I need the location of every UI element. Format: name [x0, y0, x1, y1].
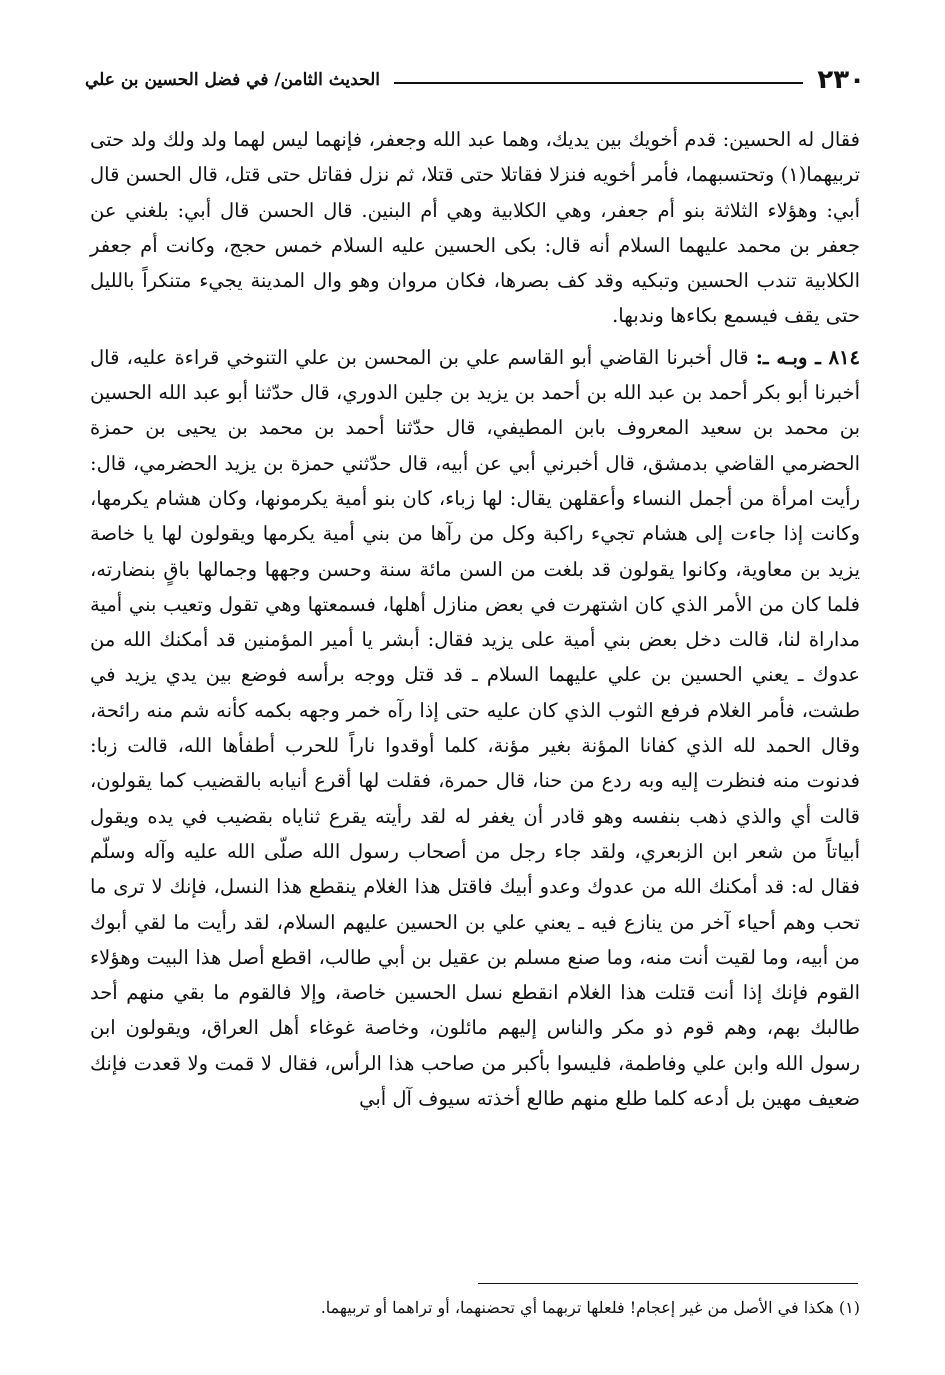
chapter-title: الحديث الثامن/ في فضل الحسين بن علي [85, 70, 380, 90]
running-head [85, 60, 865, 100]
hadith-number: ٨١٤ ـ وبـه ـ: [755, 345, 860, 369]
page-number: ٢٣٠ [817, 65, 865, 95]
paragraph-2 [90, 340, 860, 1117]
hadith-text: قال أخبرنا القاضي أبو القاسم علي بن المحسن بن علي التنوخي قراءة عليه، قال أخبرنا أبو بكر أحمد بن عبد الله بن أحمد بن يزيد بن جلين الدوري، قال حدّثنا أبو عبد الله الحسين بن محمد بن سعيد المعروف بابن المطيفي، قال حدّثنا أحمد بن محمد بن يحيى بن حمزة الحضرمي القاضي بدمشق، قال أخبرني أبي عن أبيه، قال حدّثني حمزة بن يزيد الحضرمي، قال: رأيت امرأة من أجمل النساء وأعقلهن يقال: لها زباء، كان بنو أمية يكرمونها، وكان هشام يكرمها، وكانت إذا جاءت إلى هشام تجيء راكبة وكل من رآها من بني أمية يكرمها ويقولون لها يا خاصة يزيد بن معاوية، وكانوا يقولون قد بلغت من السن مائة سنة وحسن وجهها وجمالها باقٍ بنضارته، فلما كان من الأمر الذي كان اشتهرت في بعض منازل أهلها، فسمعتها وهي تقول وتعيب بني أمية مداراة لنا، قالت دخل بعض بني أمية على يزيد فقال: أبشر يا أمير المؤمنين قد أمكنك الله من عدوك ـ يعني الحسين بن علي عليهما السلام ـ قد قتل ووجه برأسه فوضع بين يدي يزيد في طشت، فأمر الغلام فرفع الثوب الذي كان عليه حتى إذا رآه خمر وجهه بكمه كأنه شم منه رائحة، وقال الحمد لله الذي كفانا المؤنة بغير مؤنة، كلما أوقدوا ناراً للحرب أطفأها الله، قالت زبا: فدنوت منه فنظرت إليه وبه ردع من حنا، قال حمرة، فقلت لها أقرع أنيابه بالقضيب كما يقولون، قالت أي والذي ذهب بنفسه وهو قادر أن يغفر له لقد رأيته يقرع ثناياه بقضيب في يده ويقول أبياتاً من شعر ابن الزبعري، ولقد جاء رجل من أصحاب رسول الله صلّى الله عليه وآله وسلّم فقال له: قد أمكنك الله من عدوك وعدو أبيك فاقتل هذا الغلام ينقطع هذا النسل، فإنك لا ترى ما تحب وهم أحياء آخر من ينازع فيه ـ يعني علي بن الحسين عليهم السلام، لقد رأيت ما لقي أبوك من أبيه، وما لقيت أنت منه، وما صنع مسلم بن عقيل بن أبي طالب، اقطع أصل هذا البيت وهؤلاء القوم فإنك إذا أنت قتلت هذا الغلام انقطع نسل الحسين خاصة، وإلا فالقوم ما بقي منهم أحد طالبك بهم، وهم قوم ذو مكر والناس إليهم مائلون، وخاصة غوغاء أهل العراق، ويقولون ابن رسول الله وابن علي وفاطمة، فليسوا بأكبر من صاحب هذا الرأس، فقال لا قمت ولا قعدت فإنك ضعيف مهين بل أدعه كلما طلع منهم طالع أخذته سيوف آل أبي [90, 345, 860, 1111]
header-rule [394, 82, 803, 84]
body-text [90, 122, 860, 1116]
paragraph-1: فقال له الحسين: قدم أخويك بين يديك، وهما عبد الله وجعفر، فإنهما ليس لهما ولد ولك ولد حتى تربيهما(١) وتحتسبهما، فأمر أخويه فنزلا فقاتلا حتى قتلا، ثم نزل فقاتل حتى قتل، قال الحسن قال أبي: وهؤلاء الثلاثة بنو أم جعفر، وهي الكلابية وهي أم البنين. قال الحسن قال أبي: بلغني عن جعفر بن محمد عليهما السلام أنه قال: بكى الحسين عليه السلام خمس حجج، وكانت أم جعفر الكلابية تندب الحسين وتبكيه وقد كف بصرها، فكان مروان وهو وال المدينة يجيء متنكراً بالليل حتى يقف فيسمع بكاءها وندبها. [90, 128, 860, 328]
footnote-rule [478, 1283, 858, 1284]
footnote-1: (١) هكذا في الأصل من غير إعجام! فلعلها تربهما أي تحضنهما، أو تراهما أو تربيهما. [320, 1298, 860, 1317]
